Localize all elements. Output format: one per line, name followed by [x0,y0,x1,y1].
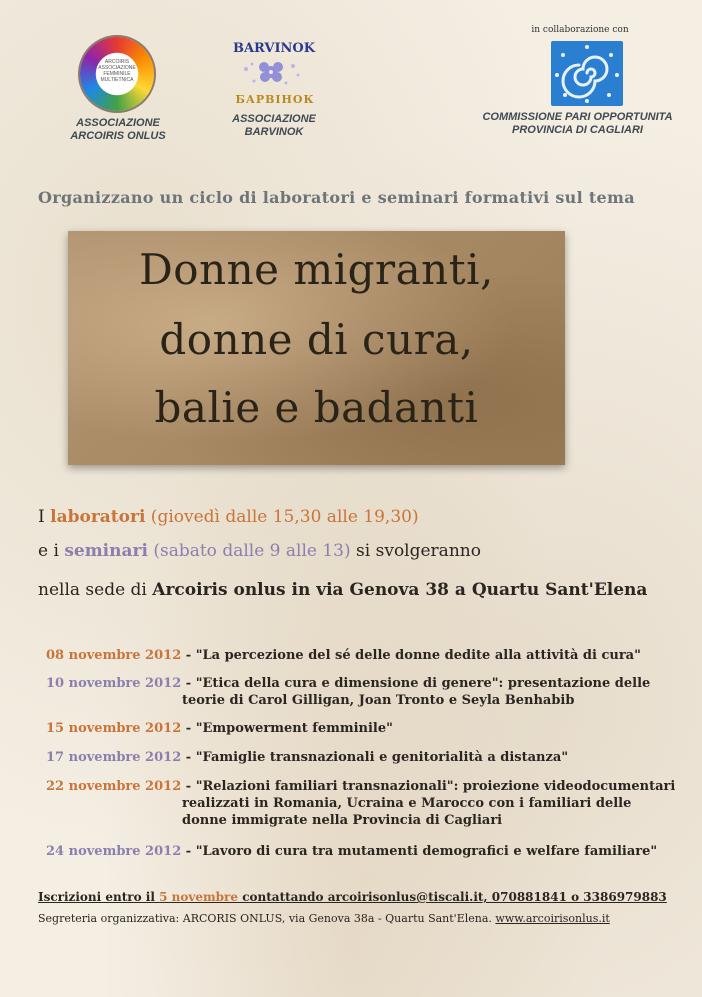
periwinkle-flower-icon [236,57,306,89]
event-title-line2: teorie di Carol Gilligan, Joan Tronto e Seyla Benhabib [182,693,575,708]
commissione-label-line1: COMMISSIONE PARI OPPORTUNITA [482,111,673,123]
event-sep: - [181,779,196,794]
collaboration-text: in collaborazione con [531,25,629,35]
registration-line [38,890,667,904]
event-sep: - [181,844,196,859]
lab-word: laboratori [50,507,146,527]
event-date: 17 novembre 2012 [46,750,182,765]
event-date: 08 novembre 2012 [46,648,182,663]
event-title: "Empowerment femminile" [195,721,393,736]
laboratori-line [38,507,419,527]
blue-spiral-icon [551,41,623,106]
event-row [46,843,657,860]
event-title: "Etica della cura e dimensione di genere": presentazione delle [195,676,651,691]
secretariat-text: Segreteria organizzativa: ARCORIS ONLUS, via Genova 38a - Quartu Sant'Elena. [38,912,496,925]
event-sep: - [181,750,196,765]
event-row-continuation [182,692,574,709]
title-line1: Donne migranti, [139,245,494,294]
reg-suffix: contattando arcoirisonlus@tiscali.it, 070881841 o 3386979883 [238,890,667,904]
barvinok-label [215,113,333,139]
barvinok-label-line2: BARVINOK [244,126,304,138]
event-title: "Lavoro di cura tra mutamenti demografici e welfare familiare" [195,844,658,859]
event-title-line3: donne immigrate nella Provincia di Cagliari [182,813,503,828]
arcoiris-badge-text: ARCOIRIS ASSOCIAZIONE FEMMINILE MULTIETNICA [98,59,136,83]
barvinok-cyrillic: БАРВІНОК [235,93,315,106]
commissione-label-line2: PROVINCIA DI CAGLIARI [512,124,643,136]
lab-time: (giovedì dalle 15,30 alle 19,30) [145,507,419,527]
title-line3: balie e badanti [154,383,479,432]
lab-prefix: I [38,507,51,527]
reg-prefix: Iscrizioni entro il [38,890,160,904]
event-date: 10 novembre 2012 [46,676,182,691]
event-row [46,675,650,692]
event-row-continuation [182,795,631,812]
venue-prefix: nella sede di [38,580,153,600]
arcoiris-label-line2: ARCOIRIS ONLUS [70,130,166,142]
event-title-line2: realizzati in Romania, Ucraina e Marocco con i familiari delle [182,796,632,811]
venue: Arcoiris onlus in via Genova 38 a Quartu Sant'Elena [152,580,648,600]
event-row [46,749,568,766]
event-sep: - [181,648,196,663]
event-title: "La percezione del sé delle donne dedite alla attività di cura" [195,648,641,663]
sem-prefix: e i [38,541,65,561]
event-row-continuation [182,812,502,829]
barvinok-title: BARVINOK [232,41,316,56]
arcoiris-label-line1: ASSOCIAZIONE [76,117,160,129]
arcoiris-logo-icon [80,37,154,111]
event-sep: - [181,676,196,691]
sem-word: seminari [64,541,148,561]
sem-time: (sabato dalle 9 alle 13) [147,541,351,561]
barvinok-label-line1: ASSOCIAZIONE [232,113,316,125]
seminari-line [38,541,481,561]
venue-line [38,580,647,600]
commissione-label [470,111,685,137]
arcoiris-label [48,117,188,143]
intro-text: Organizzano un ciclo di laboratori e seminari formativi sul tema [38,188,635,207]
reg-date: 5 novembre [159,890,239,904]
event-date: 22 novembre 2012 [46,779,182,794]
event-row [46,647,641,664]
event-sep: - [181,721,196,736]
title-box [68,231,565,465]
sem-suffix: si svolgeranno [350,541,481,561]
event-row [46,778,675,795]
website-link[interactable]: www.arcoirisonlus.it [495,912,610,925]
secretariat-line [38,912,610,925]
event-date: 15 novembre 2012 [46,721,182,736]
title-line2: donne di cura, [159,315,474,364]
event-row [46,720,393,737]
event-title: "Famiglie transnazionali e genitorialità a distanza" [195,750,569,765]
event-date: 24 novembre 2012 [46,844,182,859]
event-title: "Relazioni familiari transnazionali": proiezione videodocumentari [195,779,676,794]
